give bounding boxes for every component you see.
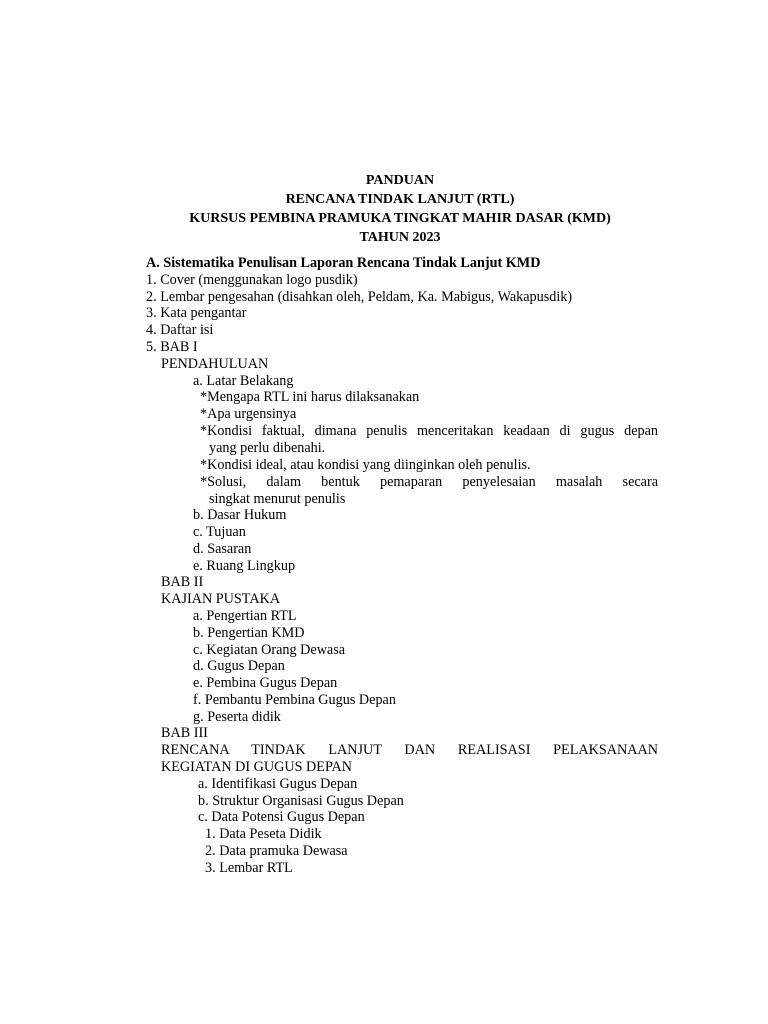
list-item: e. Pembina Gugus Depan xyxy=(193,675,338,691)
bab3-title-cont: KEGIATAN DI GUGUS DEPAN xyxy=(161,759,353,775)
list-item: c. Tujuan xyxy=(193,524,246,540)
list-item: 1. Cover (menggunakan logo pusdik) xyxy=(146,272,358,288)
list-item: 3. Lembar RTL xyxy=(205,860,293,876)
list-item: c. Kegiatan Orang Dewasa xyxy=(193,642,346,658)
list-item: singkat menurut penulis xyxy=(209,491,346,507)
list-item: 3. Kata pengantar xyxy=(146,305,247,321)
list-item: 5. BAB I xyxy=(146,339,198,355)
bab3-title: RENCANA TINDAK LANJUT DAN REALISASI PELAKSANAAN xyxy=(161,742,658,758)
list-item: 1. Data Peseta Didik xyxy=(205,826,322,842)
header-year: TAHUN 2023 xyxy=(359,230,441,245)
header-subtitle: RENCANA TINDAK LANJUT (RTL) xyxy=(285,192,515,207)
list-item: *Apa urgensinya xyxy=(200,406,297,422)
list-item: 2. Lembar pengesahan (disahkan oleh, Peldam, Ka. Mabigus, Wakapusdik) xyxy=(146,289,573,305)
bab2-label: BAB II xyxy=(161,574,204,590)
list-item: e. Ruang Lingkup xyxy=(193,558,296,574)
bab1-title: PENDAHULUAN xyxy=(161,356,269,372)
header-course: KURSUS PEMBINA PRAMUKA TINGKAT MAHIR DASAR (KMD) xyxy=(189,211,611,226)
list-item: *Solusi, dalam bentuk pemaparan penyelesaian masalah secara xyxy=(200,474,658,490)
document-header xyxy=(0,171,768,247)
list-item: *Kondisi faktual, dimana penulis menceritakan keadaan di gugus depan xyxy=(200,423,658,439)
list-item: b. Dasar Hukum xyxy=(193,507,287,523)
list-item: b. Pengertian KMD xyxy=(193,625,305,641)
list-item: a. Identifikasi Gugus Depan xyxy=(198,776,358,792)
section-a-title: A. Sistematika Penulisan Laporan Rencana Tindak Lanjut KMD xyxy=(146,255,541,271)
list-item: *Kondisi ideal, atau kondisi yang diinginkan oleh penulis. xyxy=(200,457,531,473)
bab2-title: KAJIAN PUSTAKA xyxy=(161,591,281,607)
list-item: g. Peserta didik xyxy=(193,709,281,725)
list-item: a. Latar Belakang xyxy=(193,373,294,389)
list-item: b. Struktur Organisasi Gugus Depan xyxy=(198,793,404,809)
list-item: yang perlu dibenahi. xyxy=(209,440,326,456)
list-item: f. Pembantu Pembina Gugus Depan xyxy=(193,692,396,708)
list-item: 4. Daftar isi xyxy=(146,322,214,338)
header-title: PANDUAN xyxy=(365,173,435,188)
list-item: a. Pengertian RTL xyxy=(193,608,297,624)
list-item: *Mengapa RTL ini harus dilaksanakan xyxy=(200,389,420,405)
list-item: d. Gugus Depan xyxy=(193,658,285,674)
list-item: c. Data Potensi Gugus Depan xyxy=(198,809,365,825)
bab3-label: BAB III xyxy=(161,725,208,741)
list-item: d. Sasaran xyxy=(193,541,252,557)
list-item: 2. Data pramuka Dewasa xyxy=(205,843,348,859)
